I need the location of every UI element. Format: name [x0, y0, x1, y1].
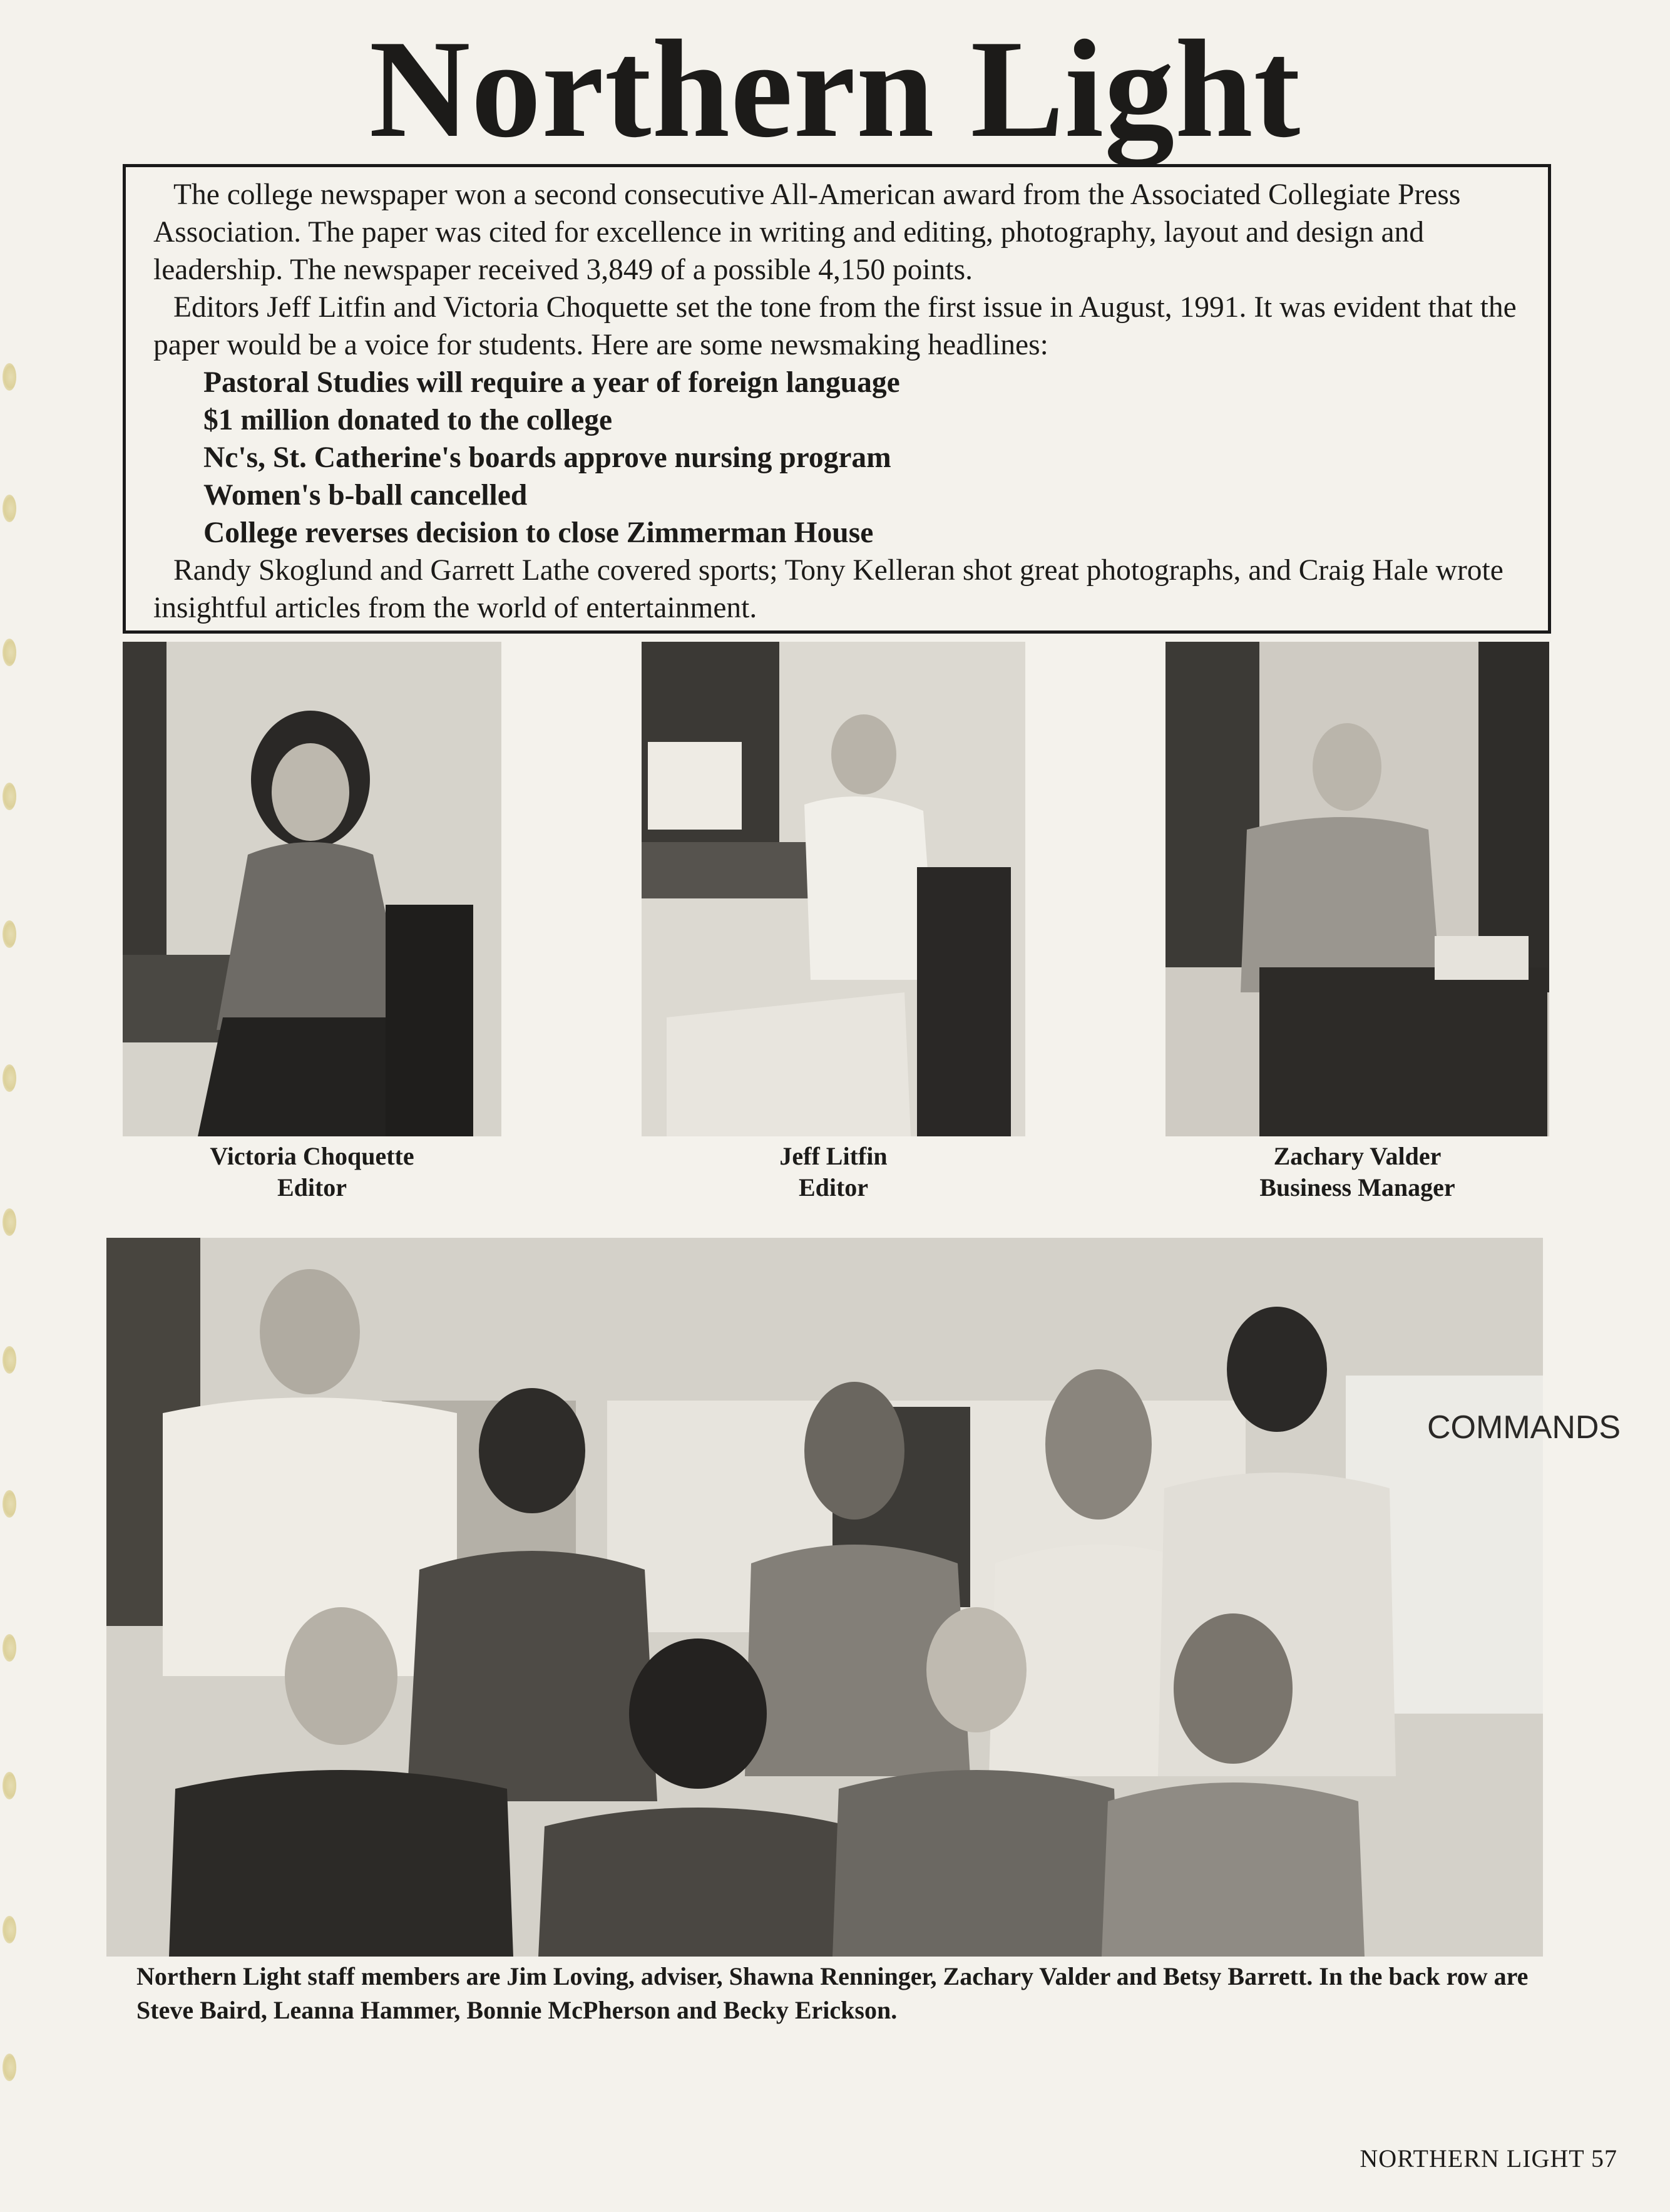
- portrait-name: Jeff Litfin: [779, 1142, 888, 1170]
- headline-item: Pastoral Studies will require a year of foreign language: [203, 366, 900, 399]
- binder-hole: [3, 1064, 16, 1092]
- headline-item: College reverses decision to close Zimmerman House: [203, 517, 874, 549]
- group-photo-caption: Northern Light staff members are Jim Loving, adviser, Shawna Renninger, Zachary Valder and Betsy Barrett. In the back row are Steve Baird, Leanna Hammer, Bonnie McPherson and Becky Erickson.: [136, 1962, 1529, 2024]
- binder-hole: [3, 495, 16, 522]
- story-paragraph: Editors Jeff Litfin and Victoria Choquette set the tone from the first issue in August, 1991. It was evident that the paper would be a voice for students. Here are some newsmaking headlines:: [153, 291, 1517, 361]
- binder-hole: [3, 1634, 16, 1662]
- binder-hole: [3, 783, 16, 810]
- binder-hole: [3, 1772, 16, 1799]
- portrait-role: Business Manager: [1259, 1173, 1455, 1201]
- binder-hole: [3, 363, 16, 391]
- portrait-photo-jeff-litfin: [642, 642, 1025, 1136]
- story-box: [123, 164, 1551, 634]
- portrait-photo-victoria-choquette: [123, 642, 501, 1136]
- page-title: Northern Light: [369, 11, 1301, 167]
- binder-hole: [3, 1490, 16, 1518]
- binder-hole: [3, 1916, 16, 1943]
- binder-hole: [3, 1208, 16, 1236]
- binder-hole: [3, 639, 16, 666]
- binder-hole: [3, 2054, 16, 2081]
- binder-hole: [3, 920, 16, 948]
- portrait-role: Editor: [798, 1173, 869, 1201]
- wall-sign-text: COMMANDS: [1427, 1409, 1621, 1446]
- portrait-role: Editor: [277, 1173, 347, 1201]
- binder-hole: [3, 1346, 16, 1374]
- headline-list: [153, 364, 1524, 552]
- headline-item: Women's b-ball cancelled: [203, 479, 528, 512]
- headline-item: $1 million donated to the college: [203, 404, 613, 436]
- story-paragraph: The college newspaper won a second consecutive All-American award from the Associated Collegiate Press Association. The paper was cited for excellence in writing and editing, photography, layout and design and leadership. The newspaper received 3,849 of a possible 4,150 points.: [153, 178, 1461, 286]
- portrait-caption: [1165, 1141, 1549, 1203]
- story-paragraph: Randy Skoglund and Garrett Lathe covered sports; Tony Kelleran shot great photographs, and Craig Hale wrote insightful articles from the world of entertainment.: [153, 554, 1504, 624]
- portrait-name: Victoria Choquette: [210, 1142, 414, 1170]
- group-photo: [106, 1238, 1621, 1957]
- page-folio: NORTHERN LIGHT 57: [1360, 2144, 1617, 2173]
- headline-item: Nc's, St. Catherine's boards approve nursing program: [203, 441, 891, 474]
- portrait-photo-zachary-valder: [1165, 642, 1549, 1136]
- portrait-name: Zachary Valder: [1273, 1142, 1442, 1170]
- portrait-caption: [123, 1141, 501, 1203]
- portrait-caption: [642, 1141, 1025, 1203]
